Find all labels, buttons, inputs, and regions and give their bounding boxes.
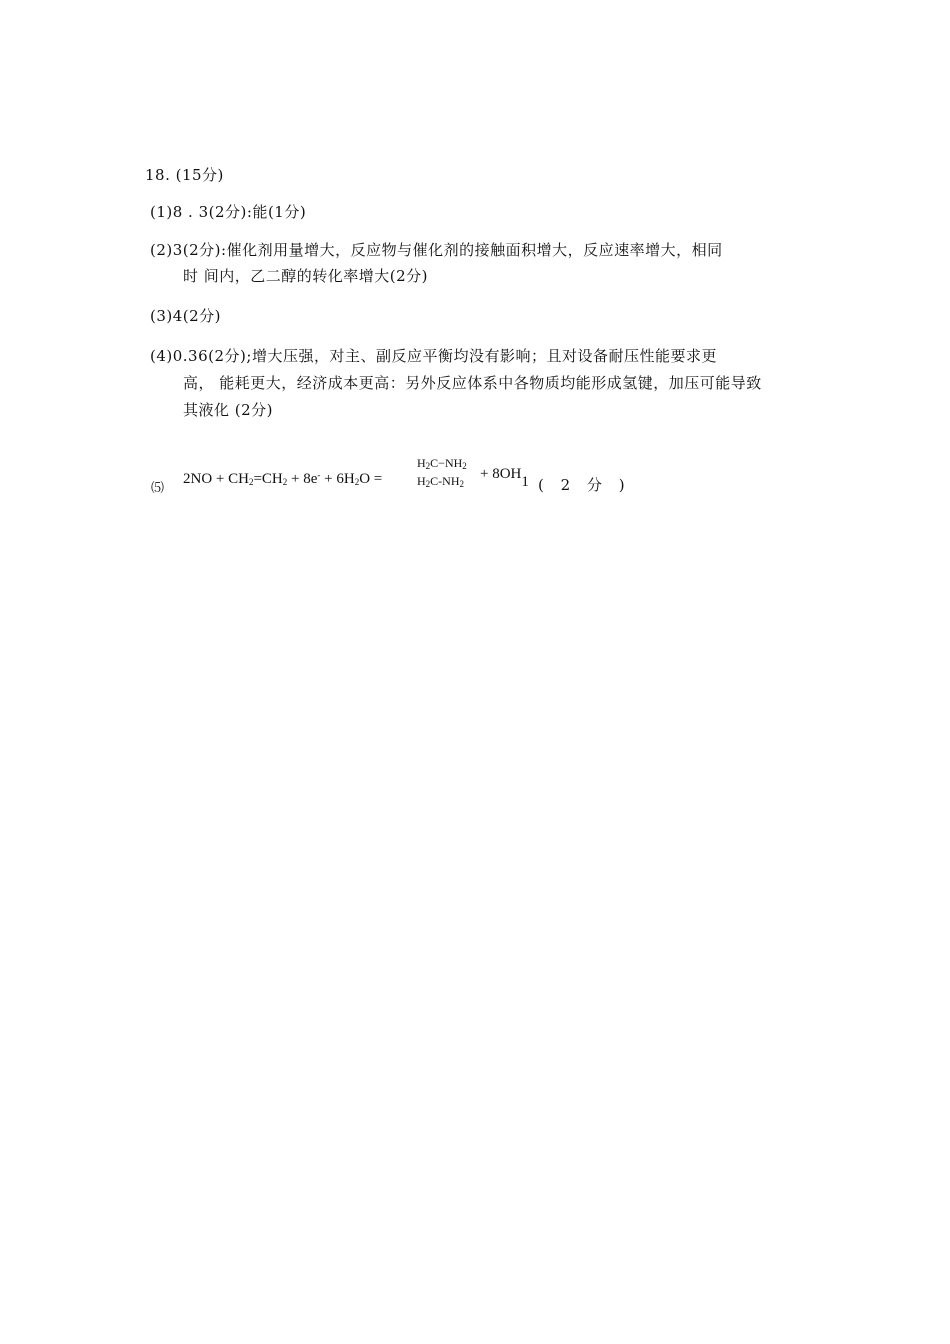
- part-4-line-3: 其液化 (2分): [183, 401, 274, 419]
- part-2-line-2: 时 间内，乙二醇的转化率增大(2分): [183, 267, 429, 285]
- part-5-label: ⑸: [151, 480, 165, 495]
- eq-reactant-3: + 6H: [320, 471, 355, 487]
- eq-sub: 2: [248, 477, 254, 487]
- eq-reactant-2: + 8e: [287, 471, 318, 487]
- part-1: (1)8 . 3(2分):能(1分): [150, 203, 307, 221]
- eq-sub: 2: [282, 477, 288, 487]
- eq-reactant-1: 2NO + CH: [183, 471, 249, 487]
- part-4-line-1: (4)0.36(2分);增大压强，对主、副反应平衡均没有影响；且对设备耐压性能要求更: [150, 347, 717, 365]
- eq-sup: -: [317, 470, 321, 480]
- part-5-product-bottom: $H_2C-NH_2$: [417, 474, 465, 489]
- part-5-equation-left: [183, 470, 382, 488]
- part-4-line-2: 高， 能耗更大，经济成本更高：另外反应体系中各物质均能形成氢键，加压可能导致: [183, 374, 762, 392]
- part-5-product-top: $H_2C-NH_2$: [417, 456, 467, 471]
- part-5-marks: ( 2 分 ): [538, 476, 631, 494]
- eq-reactant-1b: =CH: [253, 471, 283, 487]
- part-3: (3)4(2分): [150, 307, 222, 325]
- part-5-product-right: + 8OH1: [480, 466, 529, 490]
- question-header: 18. (15分): [145, 166, 224, 184]
- eq-sub: 2: [354, 477, 360, 487]
- part-2-line-1: (2)3(2分):催化剂用量增大，反应物与催化剂的接触面积增大，反应速率增大，相同: [150, 241, 723, 259]
- eq-reactant-3b: O =: [359, 471, 383, 487]
